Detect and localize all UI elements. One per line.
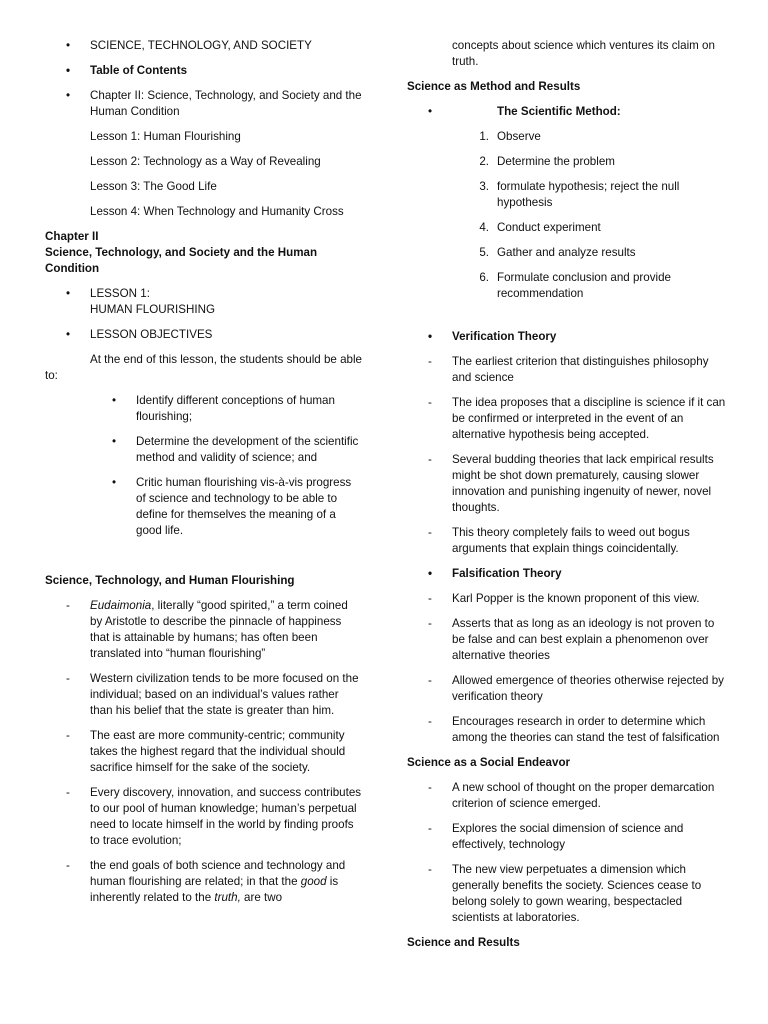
objectives-intro: At the end of this lesson, the students should be able to: [45, 353, 362, 382]
flourishing-point: - Eudaimonia, literally “good spirited,” a term coined by Aristotle to describe the pinnacle of happiness that is attainable by humans; has often been translated into “human flourishing” [66, 599, 348, 660]
social-point: - Explores the social dimension of science and effectively, technology [428, 822, 684, 851]
dash-marker: - [428, 674, 432, 687]
flourishing-point: - the end goals of both science and technology and human flourishing are related; in that the good is inherently related to the truth, are two [66, 859, 346, 904]
objective-item: • Critic human flourishing vis-à-vis progress of science and technology to be able to define for themselves the meaning of a good life. [112, 476, 352, 537]
toc-item: • Chapter II: Science, Technology, and Society and the Human Condition [66, 89, 362, 118]
chapter-number: Chapter II [45, 230, 99, 243]
dash-marker: - [66, 672, 70, 685]
method-step: 5. Gather and analyze results [479, 246, 636, 259]
verification-point: - Several budding theories that lack empirical results might be shot down prematurely, causing slower innovation and punishing ingenuity of newer, novel thoughts. [428, 453, 714, 514]
chapter-heading [45, 229, 363, 277]
flourishing-point: - Western civilization tends to be more focused on the individual; based on an individual’s values rather than his belief that the state is greater than him. [66, 672, 359, 717]
bullet-marker: • [112, 476, 117, 489]
eudaimonia-term: Eudaimonia [90, 599, 152, 612]
bullet-marker: • [66, 89, 71, 102]
dash-marker: - [428, 822, 432, 835]
lesson-entry: Lesson 1: Human Flourishing [90, 130, 241, 143]
right-column [407, 38, 727, 960]
method-step: 1. Observe [479, 130, 541, 143]
chapter-title: Science, Technology, and Society and the Human Condition [45, 246, 318, 275]
dash-marker: - [428, 453, 432, 466]
lesson-entry: Lesson 3: The Good Life [90, 180, 217, 193]
dash-marker: - [428, 526, 432, 539]
objective-item: • Identify different conceptions of human flourishing; [112, 394, 335, 423]
toc-item: • Table of Contents [66, 64, 188, 77]
bullet-marker: • [66, 39, 71, 52]
dash-marker: - [66, 599, 70, 612]
bullet-marker: • [428, 105, 433, 118]
lesson-entry: Lesson 4: When Technology and Humanity Cross [90, 205, 344, 218]
bullet-marker: • [112, 394, 117, 407]
toc-item: • SCIENCE, TECHNOLOGY, AND SOCIETY [66, 39, 312, 52]
dash-marker: - [66, 729, 70, 742]
bullet-marker: • [112, 435, 117, 448]
method-step: 2. Determine the problem [479, 155, 615, 168]
method-heading: Science as Method and Results [407, 80, 581, 93]
left-column [45, 38, 363, 915]
results-heading: Science and Results [407, 936, 520, 949]
social-point: - The new view perpetuates a dimension which generally benefits the society. Sciences cease to belong solely to gown wearing, bespectacled scientists at laboratories. [428, 863, 702, 924]
dash-marker: - [66, 859, 70, 872]
falsification-point: - Allowed emergence of theories otherwise rejected by verification theory [428, 674, 724, 703]
dash-marker: - [428, 592, 432, 605]
dash-marker: - [66, 786, 70, 799]
scientific-method-label: • The Scientific Method: [428, 105, 621, 118]
verification-point: - This theory completely fails to weed out bogus arguments that explain things coincidentally. [428, 526, 690, 555]
bullet-marker: • [66, 328, 71, 341]
objectives-label: • LESSON OBJECTIVES [66, 328, 213, 341]
method-step: 6. Formulate conclusion and provide recommendation [479, 271, 672, 300]
dash-marker: - [428, 355, 432, 368]
falsification-point: - Karl Popper is the known proponent of this view. [428, 592, 700, 605]
section-heading: Science, Technology, and Human Flourishing [45, 574, 295, 587]
objective-item: • Determine the development of the scientific method and validity of science; and [112, 435, 359, 464]
falsification-point: - Asserts that as long as an ideology is not proven to be false and can best explain a phenomenon over alternative theories [428, 617, 715, 662]
verification-point: - The idea proposes that a discipline is science if it can be confirmed or interpreted in the event of an alternative hypothesis being accepted. [428, 396, 726, 441]
dash-marker: - [428, 715, 432, 728]
flourishing-point: - Every discovery, innovation, and success contributes to our pool of human knowledge; human’s perpetual need to locate himself in the world by finding proofs to trace evolution; [66, 786, 362, 847]
continuation-text: concepts about science which ventures its claim on truth. [452, 39, 715, 68]
dash-marker: - [428, 396, 432, 409]
lesson-label: • LESSON 1: HUMAN FLOURISHING [66, 287, 215, 316]
lesson-entry: Lesson 2: Technology as a Way of Revealing [90, 155, 321, 168]
method-step: 4. Conduct experiment [479, 221, 601, 234]
social-heading: Science as a Social Endeavor [407, 756, 571, 769]
flourishing-point: - The east are more community-centric; community takes the highest regard that the individual should sacrifice himself for the sake of the society. [66, 729, 346, 774]
dash-marker: - [428, 863, 432, 876]
dash-marker: - [428, 617, 432, 630]
falsification-label: • Falsification Theory [428, 567, 562, 580]
verification-point: - The earliest criterion that distinguishes philosophy and science [428, 355, 709, 384]
dash-marker: - [428, 781, 432, 794]
method-step: 3. formulate hypothesis; reject the null hypothesis [479, 180, 680, 209]
bullet-marker: • [66, 287, 71, 300]
bullet-marker: • [428, 567, 433, 580]
bullet-marker: • [428, 330, 433, 343]
bullet-marker: • [66, 64, 71, 77]
verification-label: • Verification Theory [428, 330, 557, 343]
social-point: - A new school of thought on the proper demarcation criterion of science emerged. [428, 781, 715, 810]
falsification-point: - Encourages research in order to determine which among the theories can stand the test of falsification [428, 715, 720, 744]
